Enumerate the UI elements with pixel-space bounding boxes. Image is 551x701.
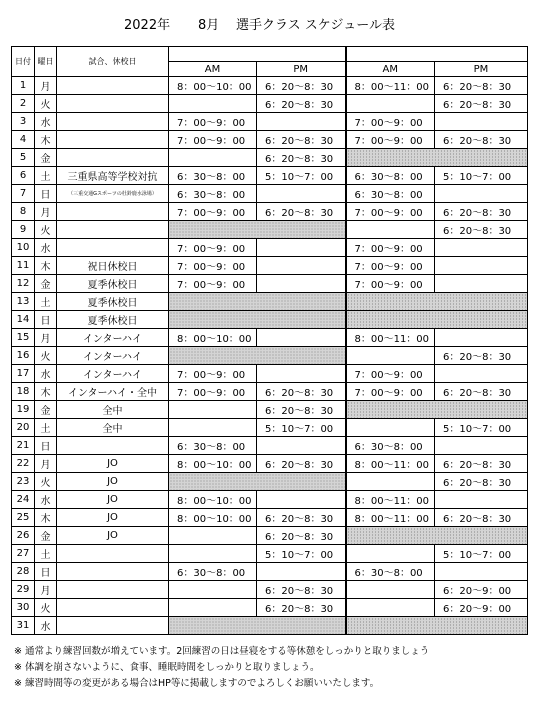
weekday: 日 xyxy=(35,185,57,203)
event-cell: （三重交通Gスポーツの杜鈴鹿水泳場） xyxy=(57,185,169,203)
time-pm xyxy=(435,185,528,203)
schedule-row xyxy=(12,293,528,311)
time-am xyxy=(346,599,435,617)
day-number: 21 xyxy=(12,437,35,455)
day-number: 6 xyxy=(12,167,35,185)
time-pm: 5：10～7：00 xyxy=(435,419,528,437)
time-am: 7：00～9：00 xyxy=(169,257,257,275)
time-am xyxy=(346,419,435,437)
time-pm: 6：20～8：30 xyxy=(435,383,528,401)
time-pm: 6：20～8：30 xyxy=(435,473,528,491)
time-pm: 6：20～8：30 xyxy=(257,131,346,149)
event-cell: インターハイ xyxy=(57,365,169,383)
time-pm xyxy=(435,365,528,383)
weekday: 火 xyxy=(35,95,57,113)
day-number: 9 xyxy=(12,221,35,239)
time-am: 7：00～9：00 xyxy=(346,365,435,383)
time-am xyxy=(346,221,435,239)
day-number: 7 xyxy=(12,185,35,203)
weekday: 火 xyxy=(35,347,57,365)
schedule-row xyxy=(12,221,528,239)
time-am xyxy=(169,149,257,167)
event-cell xyxy=(57,617,169,635)
time-pm xyxy=(435,239,528,257)
time-am: 7：00～9：00 xyxy=(346,203,435,221)
event-cell: 全中 xyxy=(57,401,169,419)
event-cell: JO xyxy=(57,473,169,491)
day-number: 15 xyxy=(12,329,35,347)
weekday: 月 xyxy=(35,329,57,347)
event-cell xyxy=(57,149,169,167)
time-am: 8：00～10：00 xyxy=(169,329,257,347)
time-am: 7：00～9：00 xyxy=(169,365,257,383)
weekday: 水 xyxy=(35,239,57,257)
closed-cell xyxy=(169,617,346,635)
weekday: 火 xyxy=(35,599,57,617)
schedule-row xyxy=(12,95,528,113)
time-pm: 5：10～7：00 xyxy=(257,167,346,185)
time-pm xyxy=(435,257,528,275)
time-am xyxy=(169,401,257,419)
time-am: 7：00～9：00 xyxy=(346,239,435,257)
time-pm: 6：20～8：30 xyxy=(435,347,528,365)
closed-cell xyxy=(346,527,528,545)
time-am xyxy=(169,581,257,599)
day-number: 3 xyxy=(12,113,35,131)
time-pm: 5：10～7：00 xyxy=(435,545,528,563)
time-pm: 6：20～9：00 xyxy=(435,599,528,617)
time-pm: 6：20～8：30 xyxy=(257,401,346,419)
schedule-row xyxy=(12,131,528,149)
time-pm xyxy=(257,563,346,581)
time-am: 8：00～11：00 xyxy=(346,77,435,95)
time-pm xyxy=(257,275,346,293)
event-cell: 三重県高等学校対抗 xyxy=(57,167,169,185)
event-cell xyxy=(57,563,169,581)
time-pm: 6：20～8：30 xyxy=(435,221,528,239)
closed-cell xyxy=(169,311,346,329)
header-group-1 xyxy=(169,47,346,62)
title-month: 8月 xyxy=(198,18,220,33)
day-number: 30 xyxy=(12,599,35,617)
header-pm: PM xyxy=(257,62,346,77)
time-pm: 6：20～8：30 xyxy=(257,581,346,599)
event-cell: 夏季休校日 xyxy=(57,275,169,293)
event-cell xyxy=(57,131,169,149)
schedule-row xyxy=(12,437,528,455)
time-pm: 6：20～8：30 xyxy=(257,95,346,113)
day-number: 27 xyxy=(12,545,35,563)
time-pm xyxy=(257,329,346,347)
title-year: 2022年 xyxy=(124,18,171,33)
day-number: 11 xyxy=(12,257,35,275)
event-cell: JO xyxy=(57,527,169,545)
time-pm xyxy=(435,329,528,347)
schedule-row xyxy=(12,527,528,545)
weekday: 水 xyxy=(35,113,57,131)
event-cell xyxy=(57,221,169,239)
schedule-row xyxy=(12,509,528,527)
time-pm xyxy=(257,185,346,203)
schedule-row xyxy=(12,239,528,257)
header-am: AM xyxy=(169,62,257,77)
weekday: 月 xyxy=(35,203,57,221)
day-number: 5 xyxy=(12,149,35,167)
time-am: 6：30～8：00 xyxy=(346,563,435,581)
time-pm xyxy=(257,437,346,455)
weekday: 木 xyxy=(35,509,57,527)
day-number: 12 xyxy=(12,275,35,293)
weekday: 木 xyxy=(35,131,57,149)
time-pm: 6：20～8：30 xyxy=(435,509,528,527)
time-am: 8：00～10：00 xyxy=(169,509,257,527)
schedule-row xyxy=(12,347,528,365)
weekday: 金 xyxy=(35,527,57,545)
time-pm: 6：20～8：30 xyxy=(435,455,528,473)
day-number: 13 xyxy=(12,293,35,311)
time-am xyxy=(346,473,435,491)
schedule-row xyxy=(12,257,528,275)
schedule-row xyxy=(12,77,528,95)
day-number: 28 xyxy=(12,563,35,581)
time-pm: 6：20～8：30 xyxy=(257,509,346,527)
weekday: 水 xyxy=(35,491,57,509)
time-pm xyxy=(435,437,528,455)
event-cell: 夏季休校日 xyxy=(57,293,169,311)
schedule-row xyxy=(12,365,528,383)
event-cell xyxy=(57,203,169,221)
closed-cell xyxy=(169,221,346,239)
schedule-row xyxy=(12,581,528,599)
weekday: 日 xyxy=(35,563,57,581)
header-event: 試合、休校日 xyxy=(57,47,169,77)
time-am: 6：30～8：00 xyxy=(169,437,257,455)
closed-cell xyxy=(169,473,346,491)
schedule-title xyxy=(0,14,551,36)
day-number: 26 xyxy=(12,527,35,545)
day-number: 2 xyxy=(12,95,35,113)
weekday: 火 xyxy=(35,221,57,239)
time-am xyxy=(346,95,435,113)
day-number: 25 xyxy=(12,509,35,527)
time-pm: 6：20～9：00 xyxy=(435,581,528,599)
schedule-row xyxy=(12,599,528,617)
time-pm xyxy=(435,563,528,581)
closed-cell xyxy=(346,293,528,311)
time-am: 8：00～10：00 xyxy=(169,455,257,473)
weekday: 木 xyxy=(35,257,57,275)
schedule-row xyxy=(12,275,528,293)
note-line: ※ 通常より練習回数が増えています。2回練習の日は昼寝をする等休憩をしっかりと取りましょう xyxy=(14,646,430,657)
time-pm xyxy=(257,365,346,383)
weekday: 土 xyxy=(35,545,57,563)
schedule-row xyxy=(12,383,528,401)
time-pm: 5：10～7：00 xyxy=(435,167,528,185)
time-pm: 6：20～8：30 xyxy=(435,203,528,221)
day-number: 16 xyxy=(12,347,35,365)
event-cell: JO xyxy=(57,509,169,527)
time-am: 7：00～9：00 xyxy=(169,113,257,131)
event-cell: インターハイ xyxy=(57,347,169,365)
event-cell xyxy=(57,599,169,617)
event-cell xyxy=(57,95,169,113)
time-pm xyxy=(257,239,346,257)
event-cell xyxy=(57,545,169,563)
title-name: 選手クラス スケジュール表 xyxy=(236,18,395,33)
weekday: 水 xyxy=(35,617,57,635)
weekday: 土 xyxy=(35,293,57,311)
time-pm xyxy=(257,257,346,275)
schedule-row xyxy=(12,311,528,329)
weekday: 月 xyxy=(35,455,57,473)
time-pm: 6：20～8：30 xyxy=(257,149,346,167)
time-am: 8：00～11：00 xyxy=(346,329,435,347)
closed-cell xyxy=(346,149,528,167)
event-cell xyxy=(57,113,169,131)
time-pm: 6：20～8：30 xyxy=(435,131,528,149)
event-cell xyxy=(57,77,169,95)
weekday: 金 xyxy=(35,149,57,167)
time-am: 7：00～9：00 xyxy=(346,113,435,131)
event-cell: インターハイ・全中 xyxy=(57,383,169,401)
time-am xyxy=(346,545,435,563)
day-number: 17 xyxy=(12,365,35,383)
time-am xyxy=(346,347,435,365)
weekday: 土 xyxy=(35,419,57,437)
schedule-row xyxy=(12,563,528,581)
closed-cell xyxy=(346,311,528,329)
time-pm: 5：10～7：00 xyxy=(257,419,346,437)
schedule-row xyxy=(12,491,528,509)
time-pm xyxy=(435,491,528,509)
weekday: 日 xyxy=(35,311,57,329)
time-am: 6：30～8：00 xyxy=(169,185,257,203)
time-pm: 6：20～8：30 xyxy=(257,383,346,401)
closed-cell xyxy=(169,293,346,311)
time-pm: 6：20～8：30 xyxy=(257,599,346,617)
day-number: 23 xyxy=(12,473,35,491)
time-am: 8：00～10：00 xyxy=(169,491,257,509)
event-cell xyxy=(57,581,169,599)
day-number: 29 xyxy=(12,581,35,599)
time-am: 6：30～8：00 xyxy=(346,167,435,185)
schedule-row xyxy=(12,329,528,347)
schedule-row xyxy=(12,113,528,131)
schedule-row xyxy=(12,167,528,185)
time-am: 8：00～11：00 xyxy=(346,455,435,473)
day-number: 19 xyxy=(12,401,35,419)
time-pm xyxy=(435,275,528,293)
time-pm: 6：20～8：30 xyxy=(257,203,346,221)
time-am: 7：00～9：00 xyxy=(346,383,435,401)
time-am xyxy=(169,419,257,437)
event-cell: JO xyxy=(57,455,169,473)
weekday: 月 xyxy=(35,77,57,95)
schedule-row xyxy=(12,419,528,437)
time-am xyxy=(346,581,435,599)
time-pm: 5：10～7：00 xyxy=(257,545,346,563)
event-cell: 夏季休校日 xyxy=(57,311,169,329)
day-number: 22 xyxy=(12,455,35,473)
time-am xyxy=(169,95,257,113)
schedule-row xyxy=(12,185,528,203)
time-am: 6：30～8：00 xyxy=(346,185,435,203)
time-pm: 6：20～8：30 xyxy=(257,455,346,473)
event-cell: インターハイ xyxy=(57,329,169,347)
schedule-row xyxy=(12,455,528,473)
day-number: 14 xyxy=(12,311,35,329)
schedule-row xyxy=(12,149,528,167)
schedule-table xyxy=(11,46,528,635)
day-number: 20 xyxy=(12,419,35,437)
event-cell: 全中 xyxy=(57,419,169,437)
event-cell xyxy=(57,239,169,257)
time-am: 8：00～11：00 xyxy=(346,509,435,527)
time-pm: 6：20～8：30 xyxy=(435,77,528,95)
time-am: 6：30～8：00 xyxy=(346,437,435,455)
weekday: 金 xyxy=(35,275,57,293)
notes xyxy=(14,644,544,692)
closed-cell xyxy=(346,617,528,635)
time-am: 8：00～10：00 xyxy=(169,77,257,95)
time-am: 7：00～9：00 xyxy=(169,383,257,401)
time-pm: 6：20～8：30 xyxy=(257,77,346,95)
time-am: 7：00～9：00 xyxy=(346,275,435,293)
day-number: 8 xyxy=(12,203,35,221)
day-number: 18 xyxy=(12,383,35,401)
time-am: 7：00～9：00 xyxy=(346,131,435,149)
time-am: 7：00～9：00 xyxy=(346,257,435,275)
weekday: 木 xyxy=(35,383,57,401)
time-pm: 6：20～8：30 xyxy=(435,95,528,113)
day-number: 4 xyxy=(12,131,35,149)
schedule-row xyxy=(12,203,528,221)
time-am xyxy=(169,599,257,617)
header-date: 日付 xyxy=(12,47,35,77)
note-line: ※ 練習時間等の変更がある場合はHP等に掲載しますのでよろしくお願いいたします。 xyxy=(14,678,380,689)
day-number: 24 xyxy=(12,491,35,509)
header-weekday: 曜日 xyxy=(35,47,57,77)
weekday: 日 xyxy=(35,437,57,455)
weekday: 土 xyxy=(35,167,57,185)
weekday: 月 xyxy=(35,581,57,599)
day-number: 10 xyxy=(12,239,35,257)
time-am: 6：30～8：00 xyxy=(169,563,257,581)
weekday: 金 xyxy=(35,401,57,419)
time-pm: 6：20～8：30 xyxy=(257,527,346,545)
schedule-row xyxy=(12,473,528,491)
header-am: AM xyxy=(346,62,435,77)
closed-cell xyxy=(169,347,346,365)
time-am xyxy=(169,527,257,545)
time-am: 7：00～9：00 xyxy=(169,131,257,149)
time-pm xyxy=(257,491,346,509)
schedule-row xyxy=(12,545,528,563)
day-number: 31 xyxy=(12,617,35,635)
time-am: 7：00～9：00 xyxy=(169,239,257,257)
event-cell: JO xyxy=(57,491,169,509)
day-number: 1 xyxy=(12,77,35,95)
time-am: 6：30～8：00 xyxy=(169,167,257,185)
header-group-2 xyxy=(346,47,528,62)
closed-cell xyxy=(346,401,528,419)
weekday: 水 xyxy=(35,365,57,383)
note-line: ※ 体調を崩さないように、食事、睡眠時間をしっかりと取りましょう。 xyxy=(14,662,320,673)
event-cell: 祝日休校日 xyxy=(57,257,169,275)
header-pm: PM xyxy=(435,62,528,77)
weekday: 火 xyxy=(35,473,57,491)
time-am: 7：00～9：00 xyxy=(169,203,257,221)
schedule-row xyxy=(12,401,528,419)
schedule-row xyxy=(12,617,528,635)
event-cell xyxy=(57,437,169,455)
time-pm xyxy=(435,113,528,131)
time-am xyxy=(169,545,257,563)
time-am: 7：00～9：00 xyxy=(169,275,257,293)
time-pm xyxy=(257,113,346,131)
time-am: 8：00～11：00 xyxy=(346,491,435,509)
